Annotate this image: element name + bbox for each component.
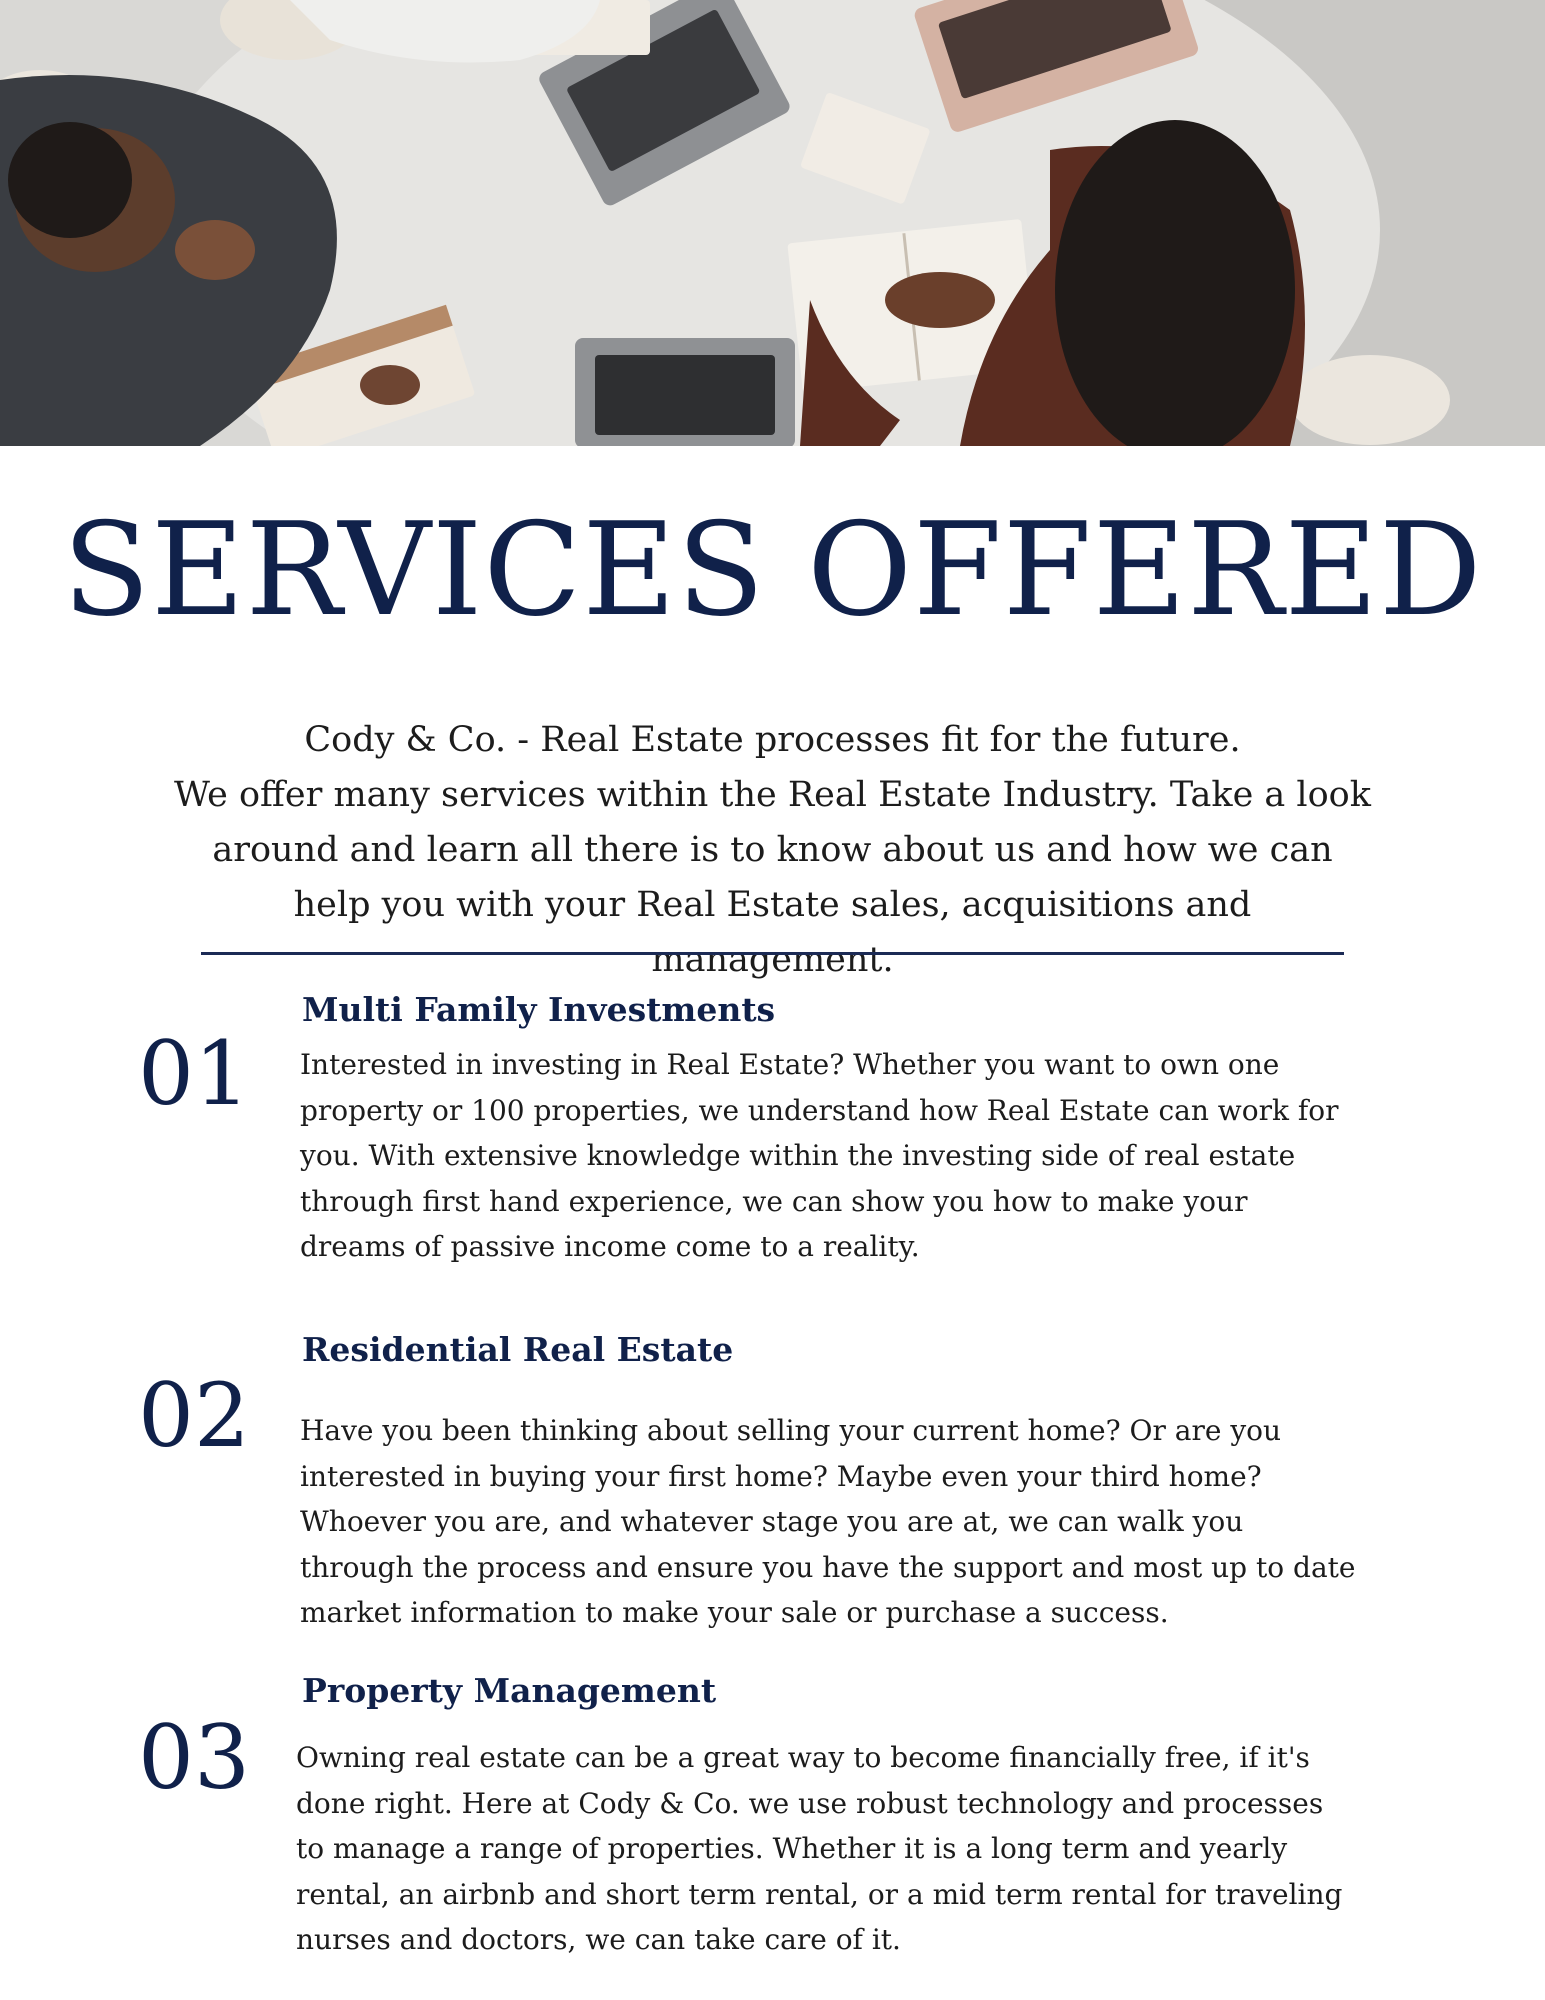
- service-description: Owning real estate can be a great way to become financially free, if it's done right. Here at Cody & Co. we use robust technology and processes to manage a range of properties. Whether it is a long term and yearly rental, an airbnb and short term rental, or a mid term rental for traveling nurses and doctors, we can take care of it.: [296, 1741, 1343, 1956]
- intro-description: We offer many services within the Real Estate Industry. Take a look around and learn all there is to know about us and how we can help you with your Real Estate sales, acquisitions and management.: [174, 775, 1371, 980]
- intro-text: [170, 713, 1375, 988]
- service-title: Multi Family Investments: [302, 990, 776, 1029]
- service-title: Property Management: [302, 1671, 717, 1710]
- hero-photo: [0, 0, 1545, 446]
- service-description: Interested in investing in Real Estate? Whether you want to own one property or 100 properties, we understand how Real Estate can work for you. With extensive knowledge within the investing side of real estate through first hand experience, we can show you how to make your dreams of passive income come to a reality.: [300, 1048, 1339, 1263]
- service-number: 03: [138, 1706, 250, 1809]
- intro-tagline: Cody & Co. - Real Estate processes fit for the future.: [304, 720, 1241, 760]
- service-description: Have you been thinking about selling your current home? Or are you interested in buying your first home? Maybe even your third home? Whoever you are, and whatever stage you are at, we can walk you through the process and ensure you have the support and most up to date market information to make your sale or purchase a success.: [300, 1414, 1356, 1629]
- page-title: SERVICES OFFERED: [62, 496, 1483, 645]
- meeting-illustration: [0, 0, 1545, 446]
- service-number: 01: [138, 1022, 250, 1125]
- service-number: 02: [138, 1364, 250, 1467]
- section-divider: [201, 952, 1344, 955]
- service-title: Residential Real Estate: [302, 1330, 734, 1369]
